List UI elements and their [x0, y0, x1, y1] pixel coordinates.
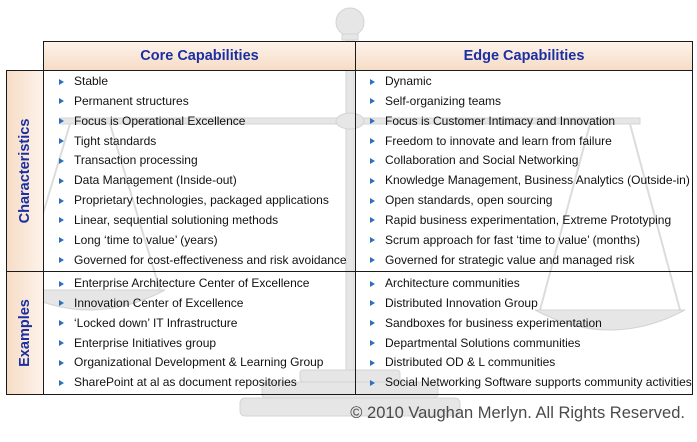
list-item: Stable	[56, 72, 347, 92]
list-item: Distributed OD & L communities	[367, 353, 692, 373]
bullet-arrow-icon	[370, 158, 375, 164]
bullet-arrow-icon	[370, 360, 375, 366]
bullet-arrow-icon	[59, 198, 64, 204]
edge-capabilities-header	[355, 41, 693, 71]
list-item: Social Networking Software supports community activities	[367, 373, 692, 393]
list-item: Tight standards	[56, 132, 347, 152]
bullet-arrow-icon	[59, 98, 64, 104]
core-examples-list	[56, 274, 323, 393]
bullet-arrow-icon	[59, 237, 64, 243]
list-item: Data Management (Inside-out)	[56, 171, 347, 191]
examples-label: Examples	[17, 299, 33, 367]
list-item: Permanent structures	[56, 92, 347, 112]
list-item: Self-organizing teams	[367, 92, 690, 112]
list-item: Dynamic	[367, 72, 690, 92]
list-item: Proprietary technologies, packaged applications	[56, 191, 347, 211]
list-item: Freedom to innovate and learn from failure	[367, 132, 690, 152]
list-item: Innovation Center of Excellence	[56, 294, 323, 314]
list-item: Architecture communities	[367, 274, 692, 294]
bullet-arrow-icon	[59, 320, 64, 326]
bullet-arrow-icon	[59, 340, 64, 346]
copyright-notice: © 2010 Vaughan Merlyn. All Rights Reserved.	[350, 404, 685, 422]
list-item: Departmental Solutions communities	[367, 334, 692, 354]
row-divider	[6, 271, 693, 272]
edge-examples-list	[367, 274, 692, 393]
list-item: ‘Locked down’ IT Infrastructure	[56, 314, 323, 334]
bullet-arrow-icon	[59, 380, 64, 386]
list-item: Rapid business experimentation, Extreme Prototyping	[367, 211, 690, 231]
list-item: Enterprise Architecture Center of Excellence	[56, 274, 323, 294]
list-item: Scrum approach for fast ‘time to value’ (months)	[367, 231, 690, 251]
list-item: Focus is Customer Intimacy and Innovation	[367, 112, 690, 132]
list-item: Governed for cost-effectiveness and risk avoidance	[56, 251, 347, 271]
bullet-arrow-icon	[370, 300, 375, 306]
list-item: Organizational Development & Learning Group	[56, 353, 323, 373]
bullet-arrow-icon	[370, 237, 375, 243]
bullet-arrow-icon	[370, 281, 375, 287]
column-divider	[355, 70, 356, 395]
bullet-arrow-icon	[370, 178, 375, 184]
list-item: SharePoint at al as document repositories	[56, 373, 323, 393]
bullet-arrow-icon	[370, 98, 375, 104]
list-item: Transaction processing	[56, 151, 347, 171]
list-item: Long ‘time to value’ (years)	[56, 231, 347, 251]
bullet-arrow-icon	[370, 257, 375, 263]
list-item: Enterprise Initiatives group	[56, 334, 323, 354]
core-characteristics-list	[56, 72, 347, 270]
bullet-arrow-icon	[370, 118, 375, 124]
edge-characteristics-list	[367, 72, 690, 270]
bullet-arrow-icon	[59, 118, 64, 124]
row-header-divider	[43, 70, 44, 395]
core-capabilities-header	[43, 41, 356, 71]
characteristics-label: Characteristics	[17, 118, 33, 224]
bullet-arrow-icon	[370, 380, 375, 386]
bullet-arrow-icon	[59, 158, 64, 164]
bullet-arrow-icon	[59, 257, 64, 263]
bullet-arrow-icon	[370, 198, 375, 204]
bullet-arrow-icon	[59, 178, 64, 184]
list-item: Focus is Operational Excellence	[56, 112, 347, 132]
bullet-arrow-icon	[370, 138, 375, 144]
bullet-arrow-icon	[59, 300, 64, 306]
list-item: Open standards, open sourcing	[367, 191, 690, 211]
bullet-arrow-icon	[370, 217, 375, 223]
list-item: Knowledge Management, Business Analytics (Outside-in)	[367, 171, 690, 191]
list-item: Collaboration and Social Networking	[367, 151, 690, 171]
list-item: Governed for strategic value and managed risk	[367, 251, 690, 271]
bullet-arrow-icon	[59, 138, 64, 144]
bullet-arrow-icon	[370, 340, 375, 346]
list-item: Linear, sequential solutioning methods	[56, 211, 347, 231]
bullet-arrow-icon	[370, 320, 375, 326]
bullet-arrow-icon	[59, 281, 64, 287]
bullet-arrow-icon	[370, 79, 375, 85]
bullet-arrow-icon	[59, 360, 64, 366]
list-item: Sandboxes for business experimentation	[367, 314, 692, 334]
core-capabilities-title: Core Capabilities	[140, 48, 259, 64]
list-item: Distributed Innovation Group	[367, 294, 692, 314]
edge-capabilities-title: Edge Capabilities	[463, 48, 585, 64]
bullet-arrow-icon	[59, 217, 64, 223]
bullet-arrow-icon	[59, 79, 64, 85]
